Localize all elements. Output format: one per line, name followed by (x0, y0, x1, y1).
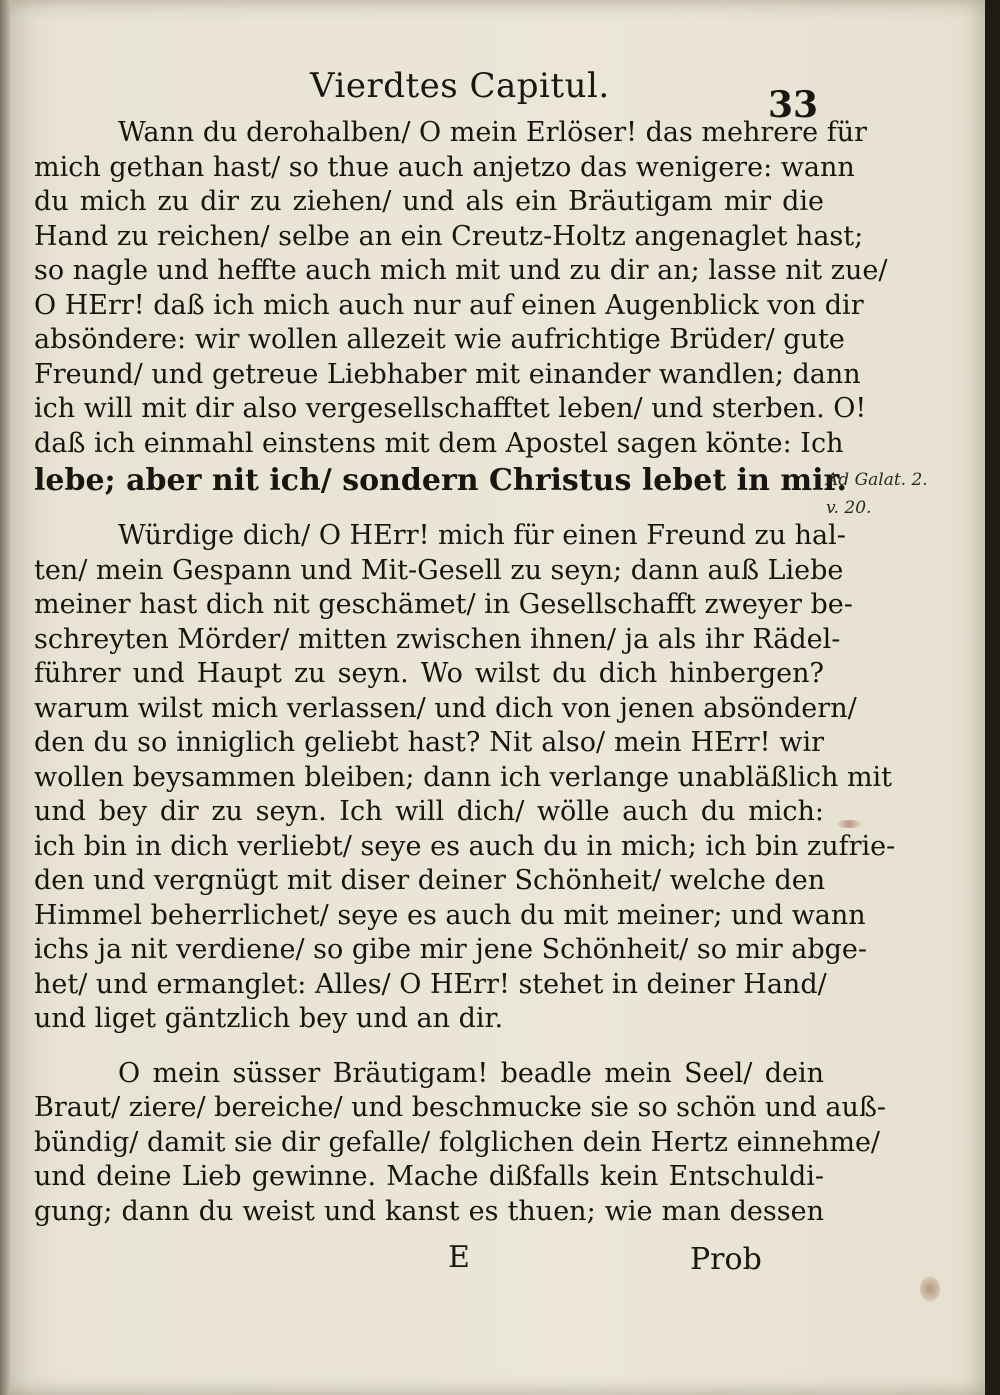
text-line: Himmel beherrlichet/ seye es auch du mit meiner; und wann (34, 899, 866, 931)
text-line: ten/ mein Gespann und Mit-Gesell zu seyn; dann auß Liebe (34, 554, 844, 586)
paragraph-2 (34, 519, 896, 1037)
text-line: schreyten Mörder/ mitten zwischen ihnen/ ja als ihr Rädel- (34, 623, 841, 655)
text-line: ich will mit dir also vergesellschafftet leben/ und sterben. O! (34, 393, 867, 424)
ink-stain (836, 820, 862, 828)
text-line: den und vergnügt mit diser deiner Schönheit/ welche den (34, 865, 826, 896)
signature-mark: E (448, 1240, 470, 1275)
text-line: und deine Lieb gewinne. Mache dißfalls kein Entschuldi- (34, 1161, 824, 1192)
text-line: und bey dir zu seyn. Ich will dich/ wölle auch du mich: (34, 796, 824, 827)
text-line: O HErr! daß ich mich auch nur auf einen Augenblick von dir (34, 289, 864, 321)
text-line: wollen beysammen bleiben; dann ich verlange unabläßlich mit (34, 761, 893, 793)
margin-reference (826, 466, 928, 522)
ink-stain (920, 1276, 940, 1302)
text-line: Hand zu reichen/ selbe an ein Creutz-Holtz angenaglet hast; (34, 220, 864, 252)
text-line: warum wilst mich verlassen/ und dich von jenen absöndern/ (34, 692, 857, 724)
text-line: O mein süsser Bräutigam! beadle mein Seel/ dein (118, 1057, 824, 1089)
book-spine-shadow (0, 0, 10, 1395)
text-line: meiner hast dich nit geschämet/ in Gesellschafft zweyer be- (34, 589, 853, 620)
text-line: absöndere: wir wollen allezeit wie aufrichtige Brüder/ gute (34, 324, 845, 355)
text-line: so nagle und heffte auch mich mit und zu dir an; lasse nit zue/ (34, 255, 888, 286)
text-line: bündig/ damit sie dir gefalle/ folglichen dein Hertz einnehme/ (34, 1126, 881, 1158)
text-line: den du so inniglich geliebt hast? Nit also/ mein HErr! wir (34, 727, 824, 758)
catchword: Prob (690, 1242, 762, 1277)
running-header: Vierdtes Capitul. (310, 66, 610, 106)
text-line: ichs ja nit verdiene/ so gibe mir jene Schönheit/ so mir abge- (34, 934, 868, 965)
text-line: gung; dann du weist und kanst es thuen; wie man dessen (34, 1195, 824, 1227)
paragraph-3 (34, 1057, 887, 1230)
text-line: mich gethan hast/ so thue auch anjetzo das wenigere: wann (34, 151, 855, 183)
margin-reference-book: Ad Galat. 2. (826, 470, 928, 490)
text-line: und liget gäntzlich bey und an dir. (34, 1003, 504, 1034)
page-number: 33 (768, 84, 819, 126)
text-line: du mich zu dir zu ziehen/ und als ein Bräutigam mir die (34, 186, 824, 217)
text-line: daß ich einmahl einstens mit dem Apostel sagen könte: Ich (34, 427, 844, 459)
text-line: Braut/ ziere/ bereiche/ und beschmucke sie so schön und auß- (34, 1092, 887, 1123)
text-line: het/ und ermanglet: Alles/ O HErr! stehet in deiner Hand/ (34, 968, 827, 1000)
text-line: Freund/ und getreue Liebhaber mit einander wandlen; dann (34, 358, 861, 390)
text-line: ich bin in dich verliebt/ seye es auch du in mich; ich bin zufrie- (34, 830, 896, 862)
scripture-quote-line: lebe; aber nit ich/ sondern Christus lebet in mir. (34, 463, 847, 498)
text-line: Wann du derohalben/ O mein Erlöser! das mehrere für (118, 117, 868, 148)
margin-reference-verse: v. 20. (826, 498, 872, 518)
text-line: führer und Haupt zu seyn. Wo wilst du dich hinbergen? (34, 658, 824, 689)
text-line: Würdige dich/ O HErr! mich für einen Freund zu hal- (118, 520, 846, 551)
